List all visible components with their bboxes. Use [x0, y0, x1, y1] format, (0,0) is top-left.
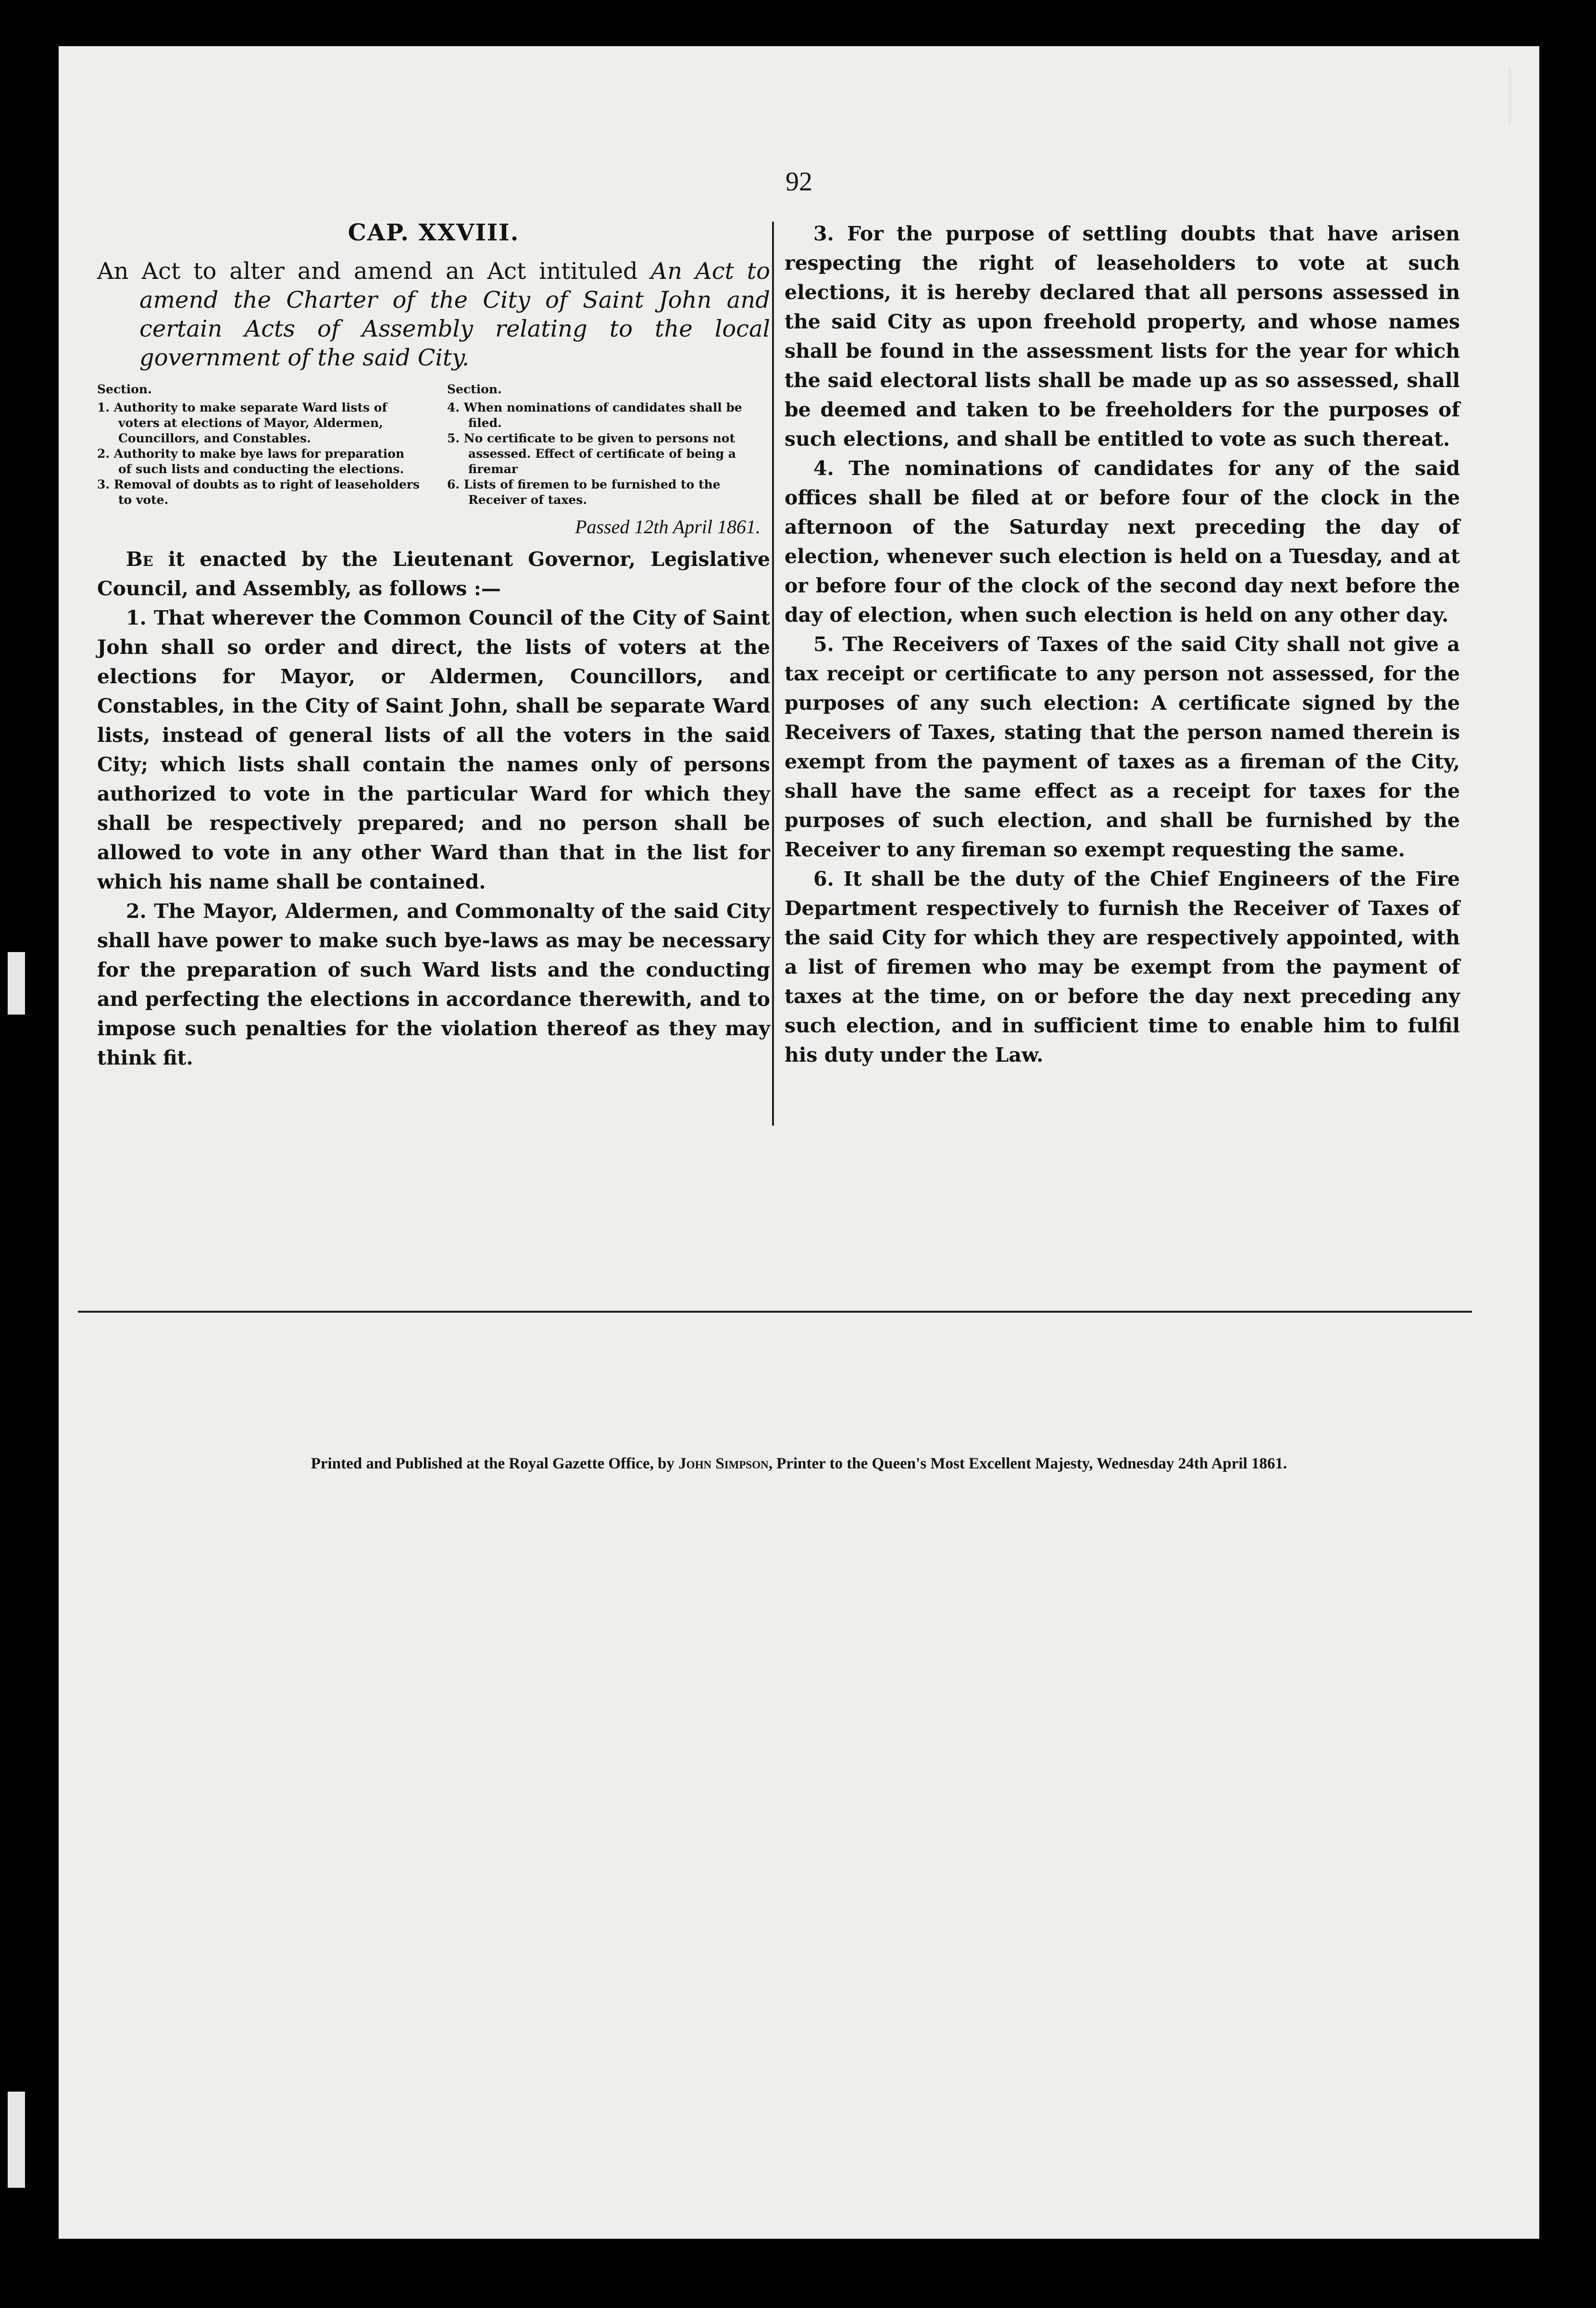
scan-edge-mark [8, 2092, 25, 2188]
imprint-after: , Printer to the Queen's Most Excellent Majesty, Wednesday 24th April 1861. [768, 1455, 1287, 1472]
page-number: 92 [786, 167, 812, 197]
imprint-footer [59, 1455, 1539, 1473]
section-item: 6. Lists of firemen to be furnished to the Receiver of taxes. [447, 477, 721, 507]
passed-date: Passed 12th April 1861. [575, 516, 761, 538]
section-item: 4. When nominations of candidates shall be filed. [447, 401, 742, 430]
enacting-lead: Be [126, 548, 153, 571]
left-column [97, 219, 770, 1073]
section-paragraph-2: 2. The Mayor, Aldermen, and Commonalty of the said City shall have power to make such bye-laws as may be necessary for the preparation of such Ward lists and the conducting and perfecting the elections in accordance therewith, and to impose such penalties for the violation thereof as they may think fit. [97, 900, 770, 1069]
section-item: 1. Authority to make separate Ward lists of voters at elections of Mayor, Aldermen, Councillors, and Constables. [97, 401, 387, 445]
section-item: 5. No certificate to be given to persons not assessed. Effect of certificate of being a firemar [447, 431, 736, 476]
enacting-clause [97, 545, 770, 603]
scan-edge-mark [1509, 67, 1511, 125]
enacting-rest: it enacted by the Lieutenant Governor, Legislative Council, and Assembly, as follows :— [97, 548, 770, 600]
imprint-printer: John Simpson [678, 1455, 769, 1472]
act-title-plain: An Act to alter and amend an Act intituled [97, 258, 651, 285]
section-paragraph-6: 6. It shall be the duty of the Chief Engineers of the Fire Department respectively to furnish the Receiver of Taxes of the said City for which they are respectively appointed, with a list of firemen who may be exempt from the payment of taxes at the time, on or before the day next preceding any such election, and in sufficient time to enable him to fulfil his duty under the Law. [785, 867, 1460, 1066]
right-column [785, 219, 1460, 1070]
section-paragraph-3: 3. For the purpose of settling doubts that have arisen respecting the right of leaseholders to vote at such elections, it is hereby declared that all persons assessed in the said City as upon freehold property, and whose names shall be found in the assessment lists for the year for which the said electoral lists shall be made up as so assessed, shall be deemed and taken to be freeholders for the purposes of such elections, and shall be entitled to vote as such thereat. [785, 222, 1460, 451]
act-title [97, 257, 770, 372]
column-divider [772, 222, 774, 1126]
section-paragraph-5: 5. The Receivers of Taxes of the said City shall not give a tax receipt or certificate to any person not assessed, for the purposes of any such election: A certificate signed by the Receivers of Taxes, stating that the person named therein is exempt from the payment of taxes as a fireman of the City, shall have the same effect as a receipt for taxes for the purposes of such election, and shall be furnished by the Receiver to any fireman so exempt requesting the same. [785, 633, 1460, 861]
section-heading-right: Section. [447, 382, 502, 396]
act-title-italic: An Act to amend the Charter of the City of Saint John and certain Acts of Assembly relating to the local government of the said City. [139, 258, 770, 371]
scan-edge-mark [8, 952, 25, 1015]
horizontal-rule [78, 1311, 1472, 1313]
section-summary-right [447, 382, 770, 508]
document-page [59, 46, 1539, 2239]
imprint-before: Printed and Published at the Royal Gazette Office, by [311, 1455, 679, 1472]
section-item: 3. Removal of doubts as to right of leaseholders to vote. [97, 477, 420, 507]
section-item: 2. Authority to make bye laws for preparation of such lists and conducting the elections. [97, 447, 405, 476]
section-paragraph-4: 4. The nominations of candidates for any of the said offices shall be filed at or before four of the clock in the afternoon of the Saturday next preceding the day of election, whenever such election is held on a Tuesday, and at or before four of the clock of the second day next before the day of election, when such election is held on any other day. [785, 457, 1460, 627]
section-summary [97, 382, 770, 508]
section-heading-left: Section. [97, 382, 152, 396]
chapter-number: CAP. XXVIII. [348, 219, 520, 246]
section-paragraph-1: 1. That wherever the Common Council of the City of Saint John shall so order and direct, the lists of voters at the elections for Mayor, or Aldermen, Councillors, and Constables, in the City of Saint John, shall be separate Ward lists, instead of general lists of all the voters in the said City; which lists shall contain the names only of persons authorized to vote in the particular Ward for which they shall be respectively prepared; and no person shall be allowed to vote in any other Ward than that in the list for which his name shall be contained. [97, 606, 770, 893]
section-summary-left [97, 382, 420, 508]
